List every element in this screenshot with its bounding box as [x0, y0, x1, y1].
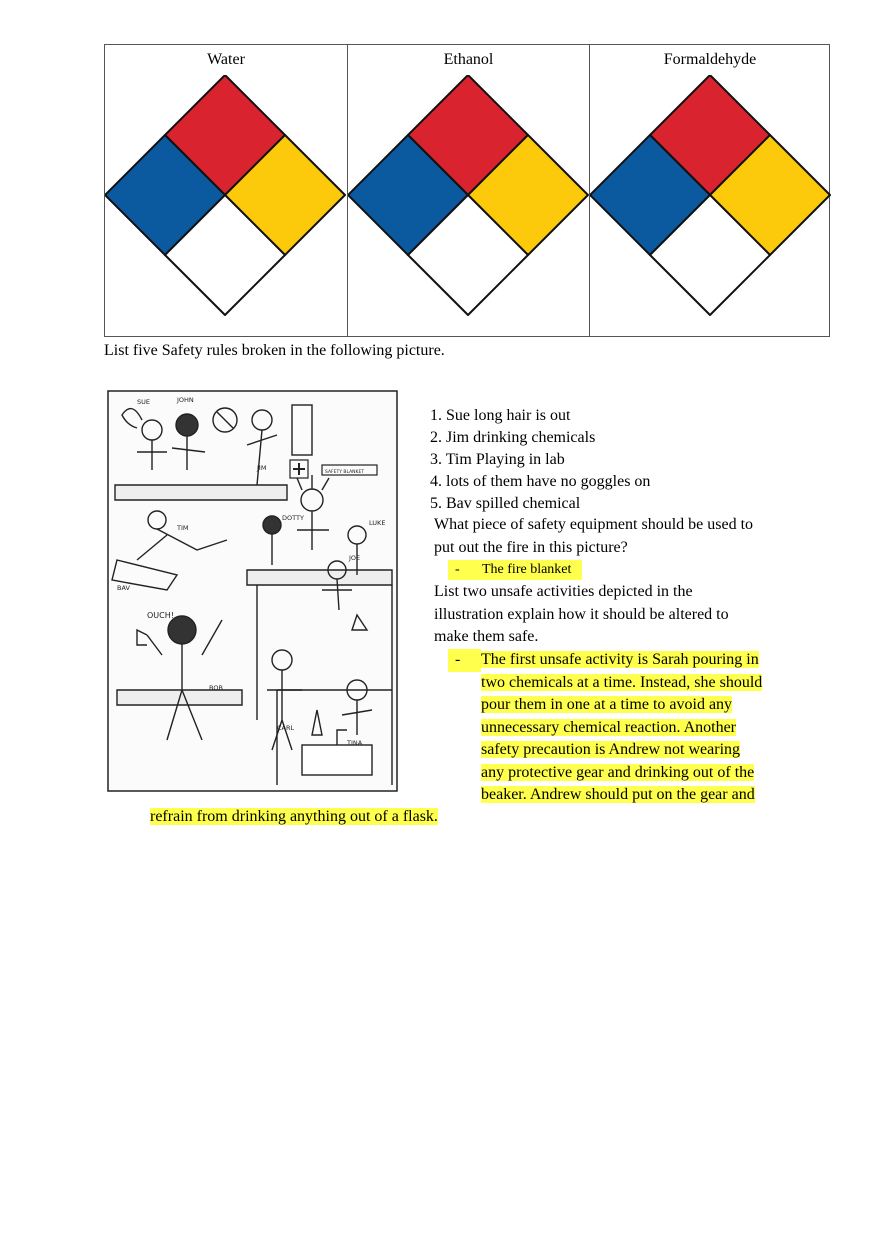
- name-tag: JOHN: [177, 396, 194, 404]
- question-line: illustration explain how it should be altered to: [434, 605, 729, 623]
- nfpa-table: [104, 44, 830, 337]
- answer-text: The fire blanket: [482, 562, 572, 577]
- name-tag: DOTTY: [282, 514, 304, 522]
- name-tag: JOE: [349, 554, 361, 562]
- list-item: 1. Sue long hair is out: [430, 407, 571, 424]
- list-item: 3. Tim Playing in lab: [430, 451, 565, 468]
- answer-line: any protective gear and drinking out of the: [481, 763, 755, 781]
- answer-line: unnecessary chemical reaction. Another: [481, 718, 736, 736]
- nfpa-diamond: [348, 75, 590, 337]
- answer-last-line: [150, 806, 438, 829]
- name-tag: TIM: [177, 524, 189, 532]
- nfpa-cell-water: [105, 45, 347, 336]
- nfpa-diamond: [105, 75, 347, 337]
- nfpa-cell-formaldehyde: [589, 45, 830, 336]
- dash-bullet: -: [455, 562, 460, 577]
- question-unsafe-activities: [434, 581, 729, 649]
- question-line: make them safe.: [434, 628, 539, 645]
- answer-fire-blanket: [448, 560, 582, 580]
- nfpa-label: Water: [207, 51, 245, 68]
- dash-bullet: -: [448, 649, 481, 672]
- list-item: 2. Jim drinking chemicals: [430, 429, 596, 446]
- lab-safety-illustration: [107, 390, 398, 792]
- question-line: What piece of safety equipment should be used to: [434, 516, 754, 533]
- name-tag: TINA: [347, 739, 363, 747]
- nfpa-label: Formaldehyde: [663, 51, 757, 68]
- list-item: 5. Bav spilled chemical: [430, 495, 581, 512]
- name-tag: OUCH!: [147, 611, 174, 620]
- name-tag: LUKE: [369, 519, 386, 527]
- list-item: 4. lots of them have no goggles on: [430, 473, 651, 490]
- question-safety-rules: List five Safety rules broken in the following picture.: [104, 342, 445, 359]
- answer-line: safety precaution is Andrew not wearing: [481, 741, 741, 758]
- name-tag: JIM: [257, 464, 267, 472]
- answer-line: refrain from drinking anything out of a flask.: [150, 808, 438, 825]
- question-line: List two unsafe activities depicted in the: [434, 583, 693, 600]
- name-tag: BAV: [117, 584, 130, 592]
- name-tag: SUE: [137, 398, 150, 406]
- answer-line: beaker. Andrew should put on the gear and: [481, 786, 755, 803]
- answer-line: The first unsafe activity is Sarah pouring in: [481, 651, 759, 668]
- name-tag: CARL: [277, 724, 295, 732]
- question-line: put out the fire in this picture?: [434, 538, 628, 556]
- nfpa-cell-ethanol: [347, 45, 589, 336]
- question-fire-equipment: [434, 514, 753, 559]
- answer-line: pour them in one at a time to avoid any: [481, 696, 733, 713]
- name-tag: SAFETY BLANKET: [325, 470, 365, 475]
- safety-rules-list: [430, 405, 650, 515]
- nfpa-label: Ethanol: [443, 51, 494, 68]
- name-tag: BOB: [209, 684, 223, 692]
- nfpa-diamond: [590, 75, 832, 337]
- answer-line: two chemicals at a time. Instead, she should: [481, 673, 763, 691]
